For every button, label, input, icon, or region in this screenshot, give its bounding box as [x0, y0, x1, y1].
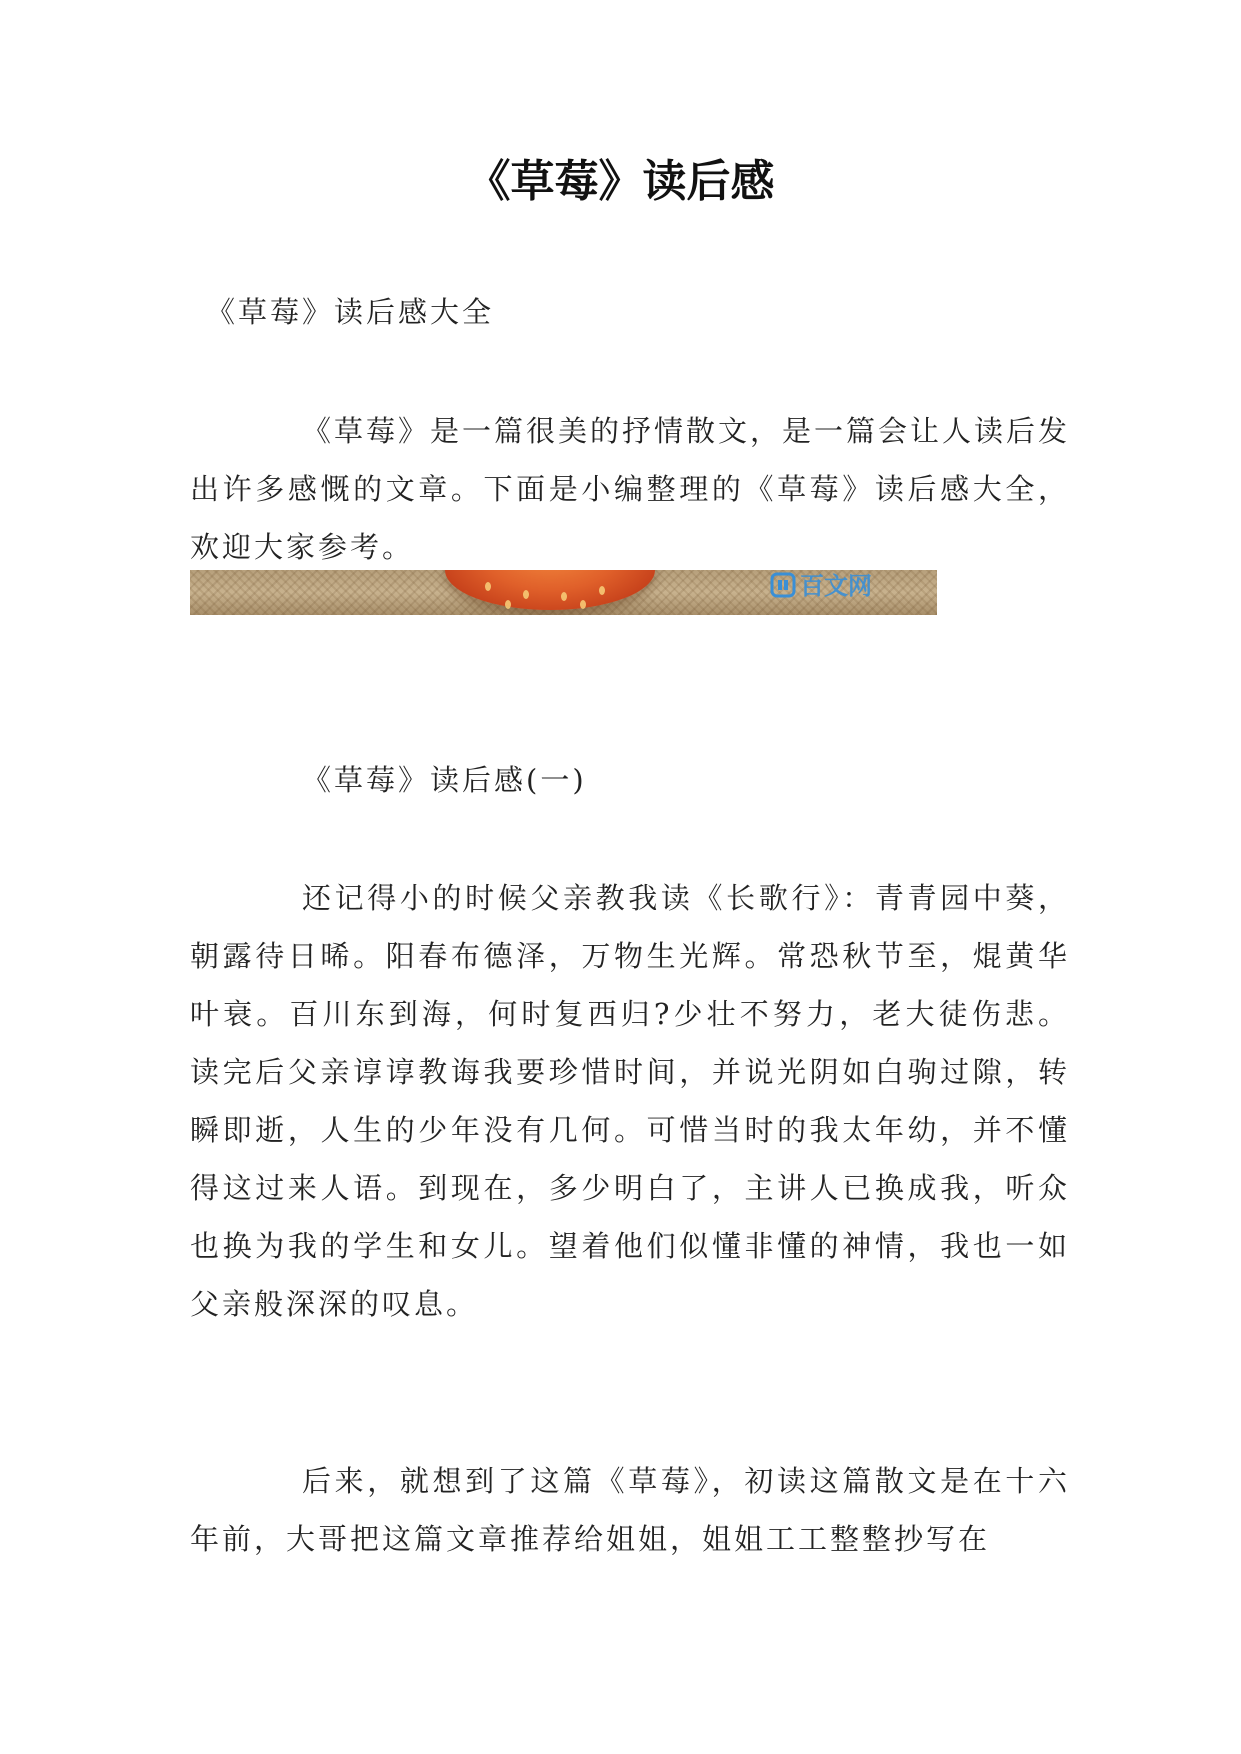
- watermark-logo-icon: [770, 570, 925, 600]
- body-paragraph-1: 还记得小的时候父亲教我读《长歌行》：青青园中葵，朝露待日晞。阳春布德泽，万物生光辉。常恐秋节至，焜黄华叶衰。百川东到海，何时复西归?少壮不努力，老大徒伤悲。读完后父亲谆谆教诲我要珍惜时间，并说光阴如白驹过隙，转瞬即逝，人生的少年没有几何。可惜当时的我太年幼，并不懂得这过来人语。到现在，多少明白了，主讲人已换成我，听众也换为我的学生和女儿。望着他们似懂非懂的神情，我也一如父亲般深深的叹息。: [190, 881, 1070, 1321]
- section-heading: 《草莓》读后感(一): [302, 763, 587, 797]
- watermark-text: 百文网: [800, 572, 872, 600]
- body-paragraph-2: 后来，就想到了这篇《草莓》，初读这篇散文是在十六年前，大哥把这篇文章推荐给姐姐，姐姐工工整整抄写在: [190, 1464, 1070, 1556]
- strawberry-icon: [445, 570, 655, 610]
- strawberry-photo: [190, 570, 937, 615]
- intro-paragraph: 《草莓》是一篇很美的抒情散文，是一篇会让人读后发出许多感慨的文章。下面是小编整理的《草莓》读后感大全，欢迎大家参考。: [190, 414, 1071, 564]
- document-subtitle: 《草莓》读后感大全: [206, 295, 495, 329]
- document-title: 《草莓》读后感: [466, 156, 775, 207]
